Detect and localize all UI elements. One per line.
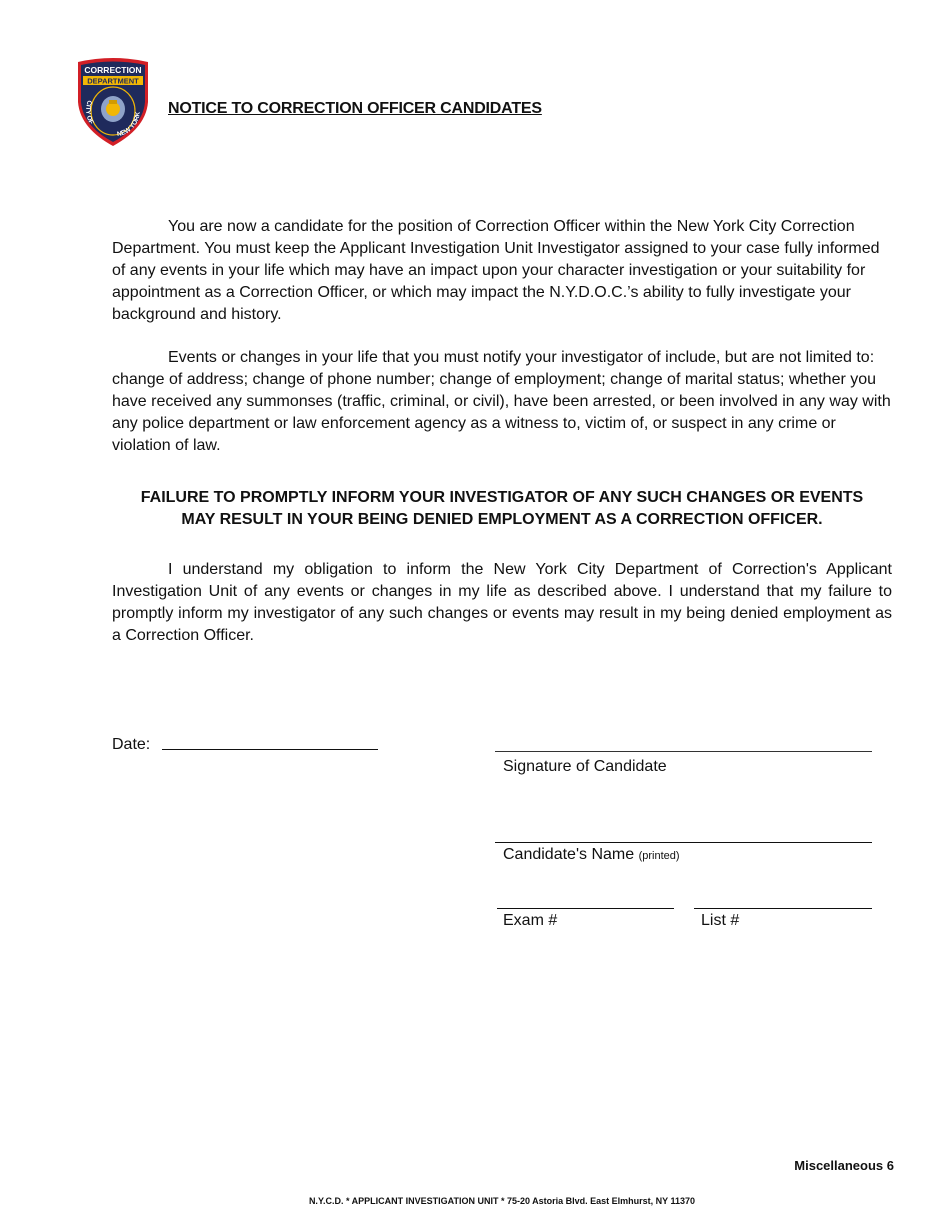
warning-notice: [112, 487, 892, 531]
page-title: NOTICE TO CORRECTION OFFICER CANDIDATES: [168, 100, 542, 117]
seal-ring-left-text: CITY OF: [84, 99, 95, 126]
paragraph-acknowledgement: [112, 559, 892, 647]
candidate-name-label: [503, 846, 680, 864]
form-identifier: Miscellaneous 6: [794, 1158, 894, 1173]
list-number-label: List #: [701, 912, 740, 929]
paragraph-3-text: I understand my obligation to inform the New York City Department of Correction's Applicant Investigation Unit of any events or changes in my life as described above. I understand that my failure to promptly inform my investigator of any such changes or events may result in my being denied employment as a Correction Officer.: [112, 561, 892, 644]
paragraph-candidate-notice: [112, 216, 892, 326]
footer-address: N.Y.C.D. * APPLICANT INVESTIGATION UNIT * 75-20 Astoria Blvd. East Elmhurst, NY 11370: [308, 1196, 696, 1206]
candidate-name-field[interactable]: [495, 842, 872, 843]
seal-band-text: DEPARTMENT: [87, 76, 139, 86]
list-number-field[interactable]: [694, 908, 872, 909]
exam-number-label: Exam #: [503, 912, 558, 929]
seal-ring-right-text: NEW YORK: [116, 111, 142, 139]
date-label: Date:: [112, 736, 151, 753]
seal-emblem-icon: [106, 102, 120, 116]
exam-number-field[interactable]: [497, 908, 674, 909]
warning-line-2: MAY RESULT IN YOUR BEING DENIED EMPLOYMENT AS A CORRECTION OFFICER.: [181, 511, 823, 528]
paragraph-events-list: [112, 347, 892, 457]
paragraph-1-text: You are now a candidate for the position of Correction Officer within the New York City Correction Department. You must keep the Applicant Investigation Unit Investigator assigned to your case fully informed of any events in your life which may have an impact upon your character investigation or your suitability for appointment as a Correction Officer, or which may impact the N.Y.D.O.C.’s ability to fully investigate your background and history.: [112, 218, 880, 323]
warning-line-1: FAILURE TO PROMPTLY INFORM YOUR INVESTIGATOR OF ANY SUCH CHANGES OR EVENTS: [140, 489, 864, 506]
signature-field[interactable]: [495, 751, 872, 752]
printed-note: (printed): [638, 850, 680, 862]
seal-top-text: CORRECTION: [84, 65, 142, 75]
signature-label: Signature of Candidate: [503, 758, 667, 775]
date-field[interactable]: [162, 749, 378, 750]
correction-department-seal: [74, 56, 152, 148]
paragraph-2-text: Events or changes in your life that you must notify your investigator of include, but are not limited to: change of address; change of phone number; change of employment; change of marital status; whether you have received any summonses (traffic, criminal, or civil), have been arrested, or been involved in any way with any police department or law enforcement agency as a witness to, victim of, or suspect in any crime or violation of law.: [112, 349, 891, 454]
candidate-name-label-text: Candidate's Name: [503, 846, 635, 863]
